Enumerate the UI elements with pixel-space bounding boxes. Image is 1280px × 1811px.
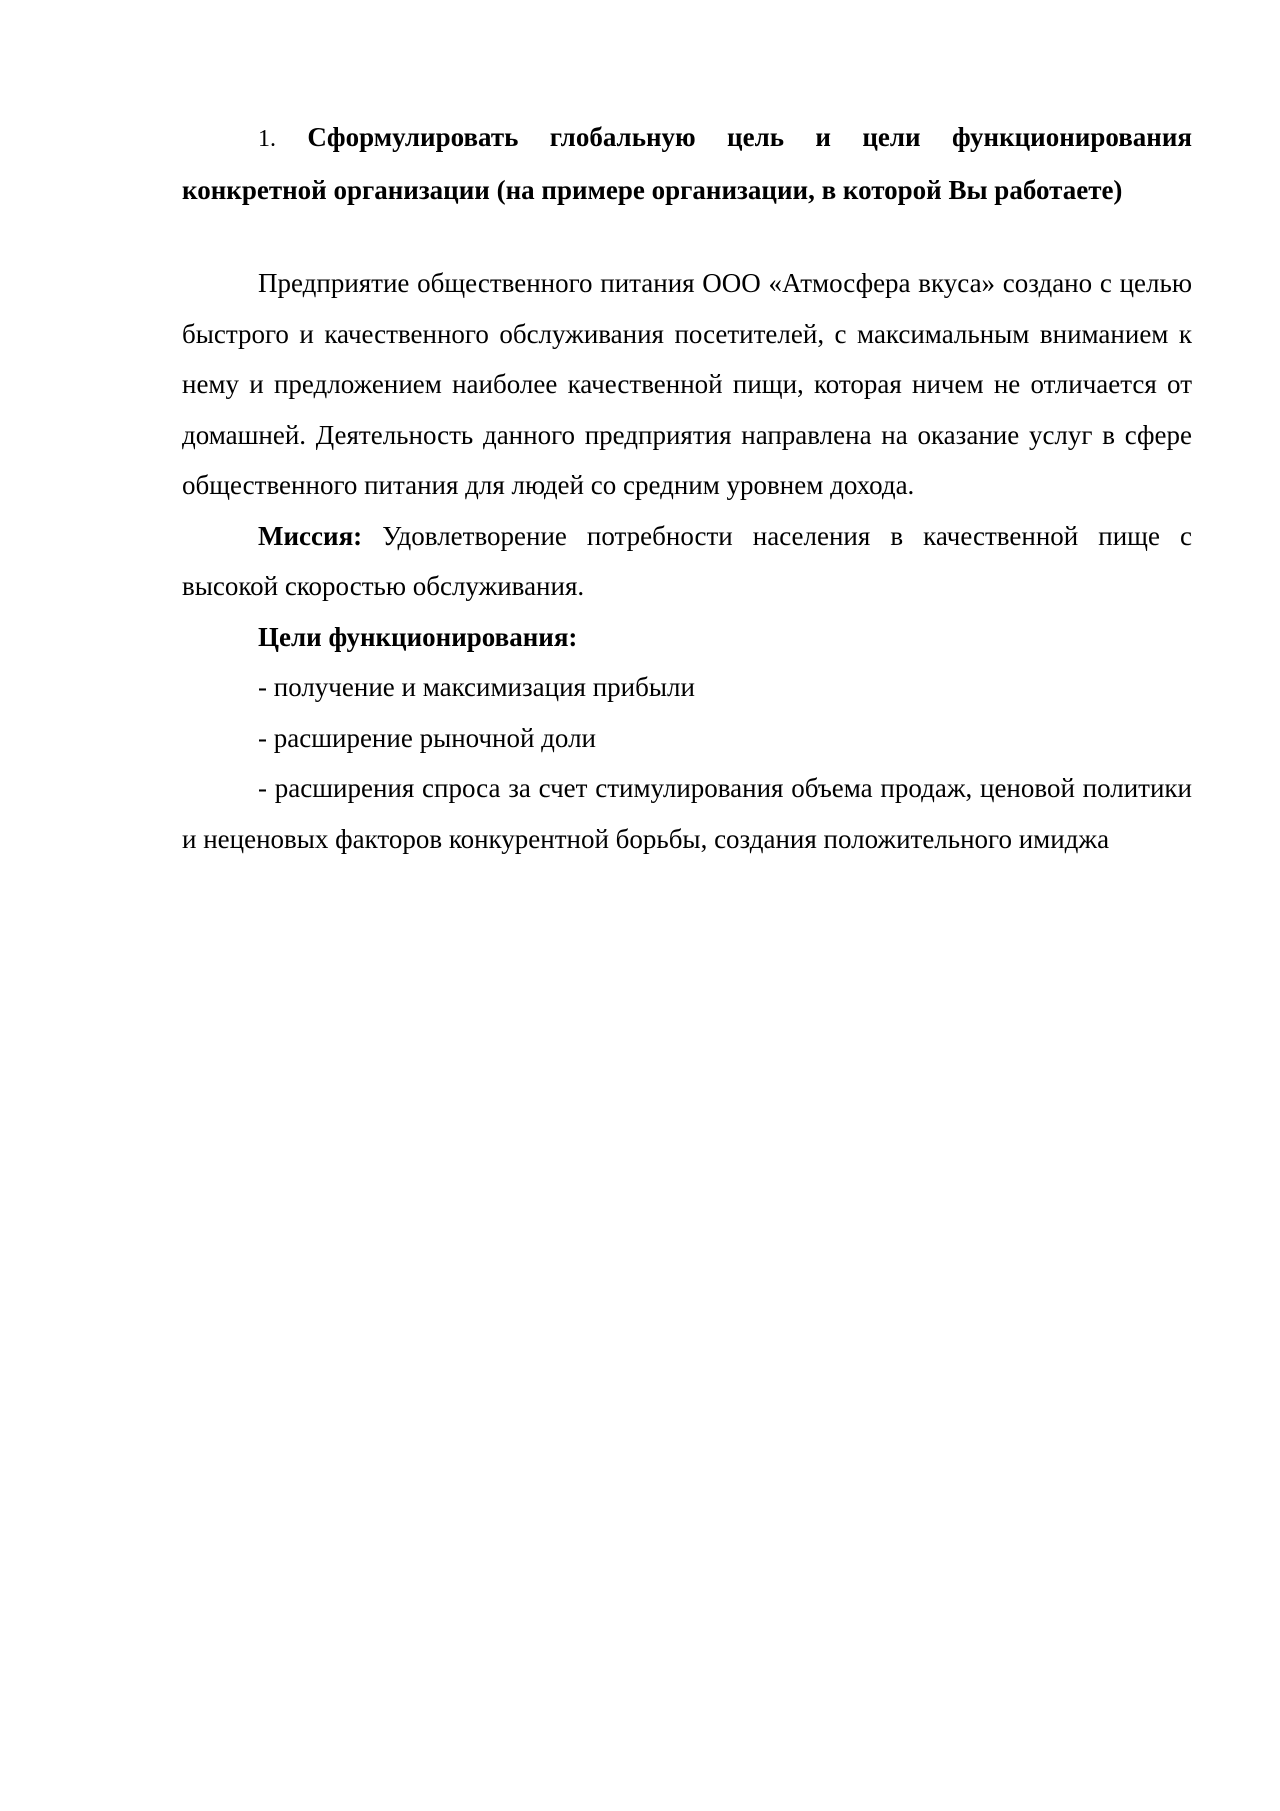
mission-text: Удовлетворение потребности населения в качественной пище с высокой скоростью обслуживания. [182,520,1192,601]
mission-paragraph [182,511,1192,612]
document-body [182,112,1192,864]
goal-item: - расширение рыночной доли [258,722,596,753]
heading-text: Сформулировать глобальную цель и цели функционирования конкретной организации (на примере организации, в которой Вы работаете) [182,122,1193,205]
paragraph-spacer [182,215,1192,258]
goals-title: Цели функционирования: [258,621,578,652]
goal-item: - расширения спроса за счет стимулирования объема продаж, ценовой политики и неценовых факторов конкурентной борьбы, создания положительного имиджа [182,773,1192,854]
mission-label: Миссия: [258,520,363,551]
intro-paragraph: Предприятие общественного питания ООО «Атмосфера вкуса» создано с целью быстрого и качественного обслуживания посетителей, с максимальным вниманием к нему и предложением наиболее качественной пищи, которая ничем не отличается от домашней. Деятельность данного предприятия направлена на оказание услуг в сфере общественного питания для людей со средним уровнем дохода. [182,268,1192,500]
section-heading [182,112,1192,215]
goal-item: - получение и максимизация прибыли [258,672,695,702]
heading-number: 1. [258,126,276,152]
